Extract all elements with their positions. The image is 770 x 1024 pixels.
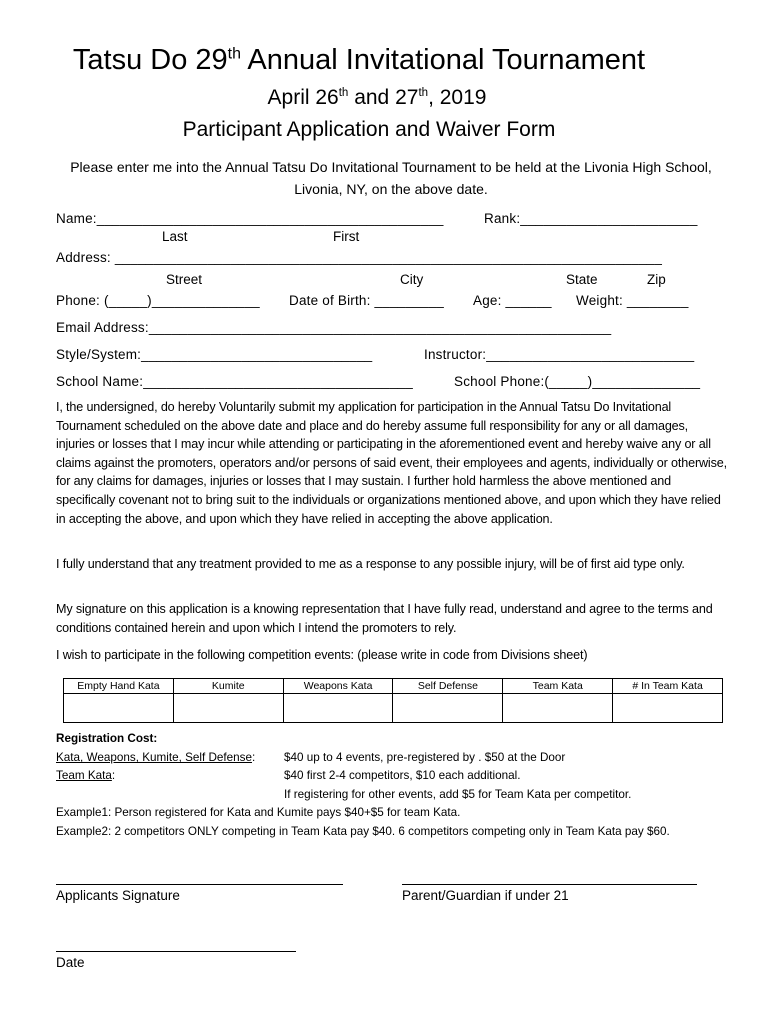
dob-field[interactable]: Date of Birth: _________ (289, 293, 444, 308)
school-phone-field[interactable]: School Phone:(_____)______________ (454, 374, 701, 389)
events-cell-team-kata[interactable] (503, 694, 613, 723)
age-field[interactable]: Age: ______ (473, 293, 552, 308)
street-label: Street (166, 272, 203, 287)
email-field[interactable]: Email Address:____________________________________________________________ (56, 320, 612, 335)
style-system-field[interactable]: Style/System:______________________________ (56, 347, 373, 362)
parent-signature-label: Parent/Guardian if under 21 (402, 888, 569, 903)
registration-team-price: $40 first 2-4 competitors, $10 each additional. (284, 769, 521, 782)
address-field[interactable]: Address: _______________________________________________________________________ (56, 250, 663, 265)
intro-text: Please enter me into the Annual Tatsu Do Invitational Tournament to be held at the Livonia High School, Livonia, NY, on the above date. (70, 159, 712, 197)
events-header-empty-hand-kata: Empty Hand Kata (64, 679, 174, 694)
city-label: City (400, 272, 424, 287)
registration-kata-label: Kata, Weapons, Kumite, Self Defense: (56, 751, 256, 764)
state-label: State (566, 272, 598, 287)
events-header-kumite: Kumite (173, 679, 283, 694)
registration-team-label: Team Kata: (56, 769, 116, 782)
last-name-label: Last (162, 229, 188, 244)
weight-field[interactable]: Weight: ________ (576, 293, 689, 308)
events-cell-kumite[interactable] (173, 694, 283, 723)
events-header-weapons-kata: Weapons Kata (283, 679, 393, 694)
tournament-dates: April 26th and 27th, 2019 (267, 86, 487, 109)
applicant-signature-label: Applicants Signature (56, 888, 180, 903)
registration-title: Registration Cost: (56, 732, 158, 745)
zip-label: Zip (647, 272, 666, 287)
events-header-team-kata: Team Kata (503, 679, 613, 694)
rank-field[interactable]: Rank:_______________________ (484, 211, 698, 226)
applicant-signature-line[interactable] (56, 884, 343, 885)
events-cell-empty-hand-kata[interactable] (64, 694, 174, 723)
phone-field[interactable]: Phone: (_____)______________ (56, 293, 260, 308)
first-aid-paragraph: I fully understand that any treatment provided to me as a response to any possible injury, will be of first aid type only. (56, 557, 685, 571)
events-cell-self-defense[interactable] (393, 694, 503, 723)
registration-other-note: If registering for other events, add $5 for Team Kata per competitor. (284, 788, 632, 801)
school-name-field[interactable]: School Name:___________________________________ (56, 374, 413, 389)
events-header-team-count: # In Team Kata (613, 679, 723, 694)
first-name-label: First (333, 229, 360, 244)
events-cell-weapons-kata[interactable] (283, 694, 393, 723)
registration-example-1: Example1: Person registered for Kata and Kumite pays $40+$5 for team Kata. (56, 806, 461, 819)
name-field[interactable]: Name:_____________________________________________ (56, 211, 444, 226)
form-title: Participant Application and Waiver Form (182, 118, 556, 141)
events-table (63, 678, 723, 723)
signature-representation-paragraph: My signature on this application is a knowing representation that I have fully read, understand and agree to the terms and conditions contained herein and upon which I intend the promoters to rely. (56, 602, 713, 635)
events-cell-team-count[interactable] (613, 694, 723, 723)
tournament-title: Tatsu Do 29th Annual Invitational Tournament (72, 44, 646, 76)
events-header-self-defense: Self Defense (393, 679, 503, 694)
date-line[interactable] (56, 951, 296, 952)
date-label: Date (56, 955, 85, 970)
waiver-paragraph: I, the undersigned, do hereby Voluntarily submit my application for participation in the Annual Tatsu Do Invitational Tournament scheduled on the above date and place and do hereby assume full responsibility for any or all damages, injuries or losses that I may incur while attending or participating in the aforementioned event and hereby waive any or all claims against the promoters, operators and/or persons of said event, their employees and agents, individually or otherwise, for any claims for damages, injuries or losses that I may sustain. I further hold harmless the above mentioned and specifically covenant not to bring suit to the individuals or organizations mentioned above, and upon which they have relied in accepting the above, and upon which they have relied in accepting the above application. (56, 400, 727, 526)
registration-kata-price: $40 up to 4 events, pre-registered by . $50 at the Door (284, 751, 566, 764)
instructor-field[interactable]: Instructor:___________________________ (424, 347, 695, 362)
registration-example-2: Example2: 2 competitors ONLY competing in Team Kata pay $40. 6 competitors competing only in Team Kata pay $60. (56, 825, 670, 838)
parent-signature-line[interactable] (402, 884, 697, 885)
events-instruction: I wish to participate in the following competition events: (please write in code from Divisions sheet) (56, 648, 588, 662)
